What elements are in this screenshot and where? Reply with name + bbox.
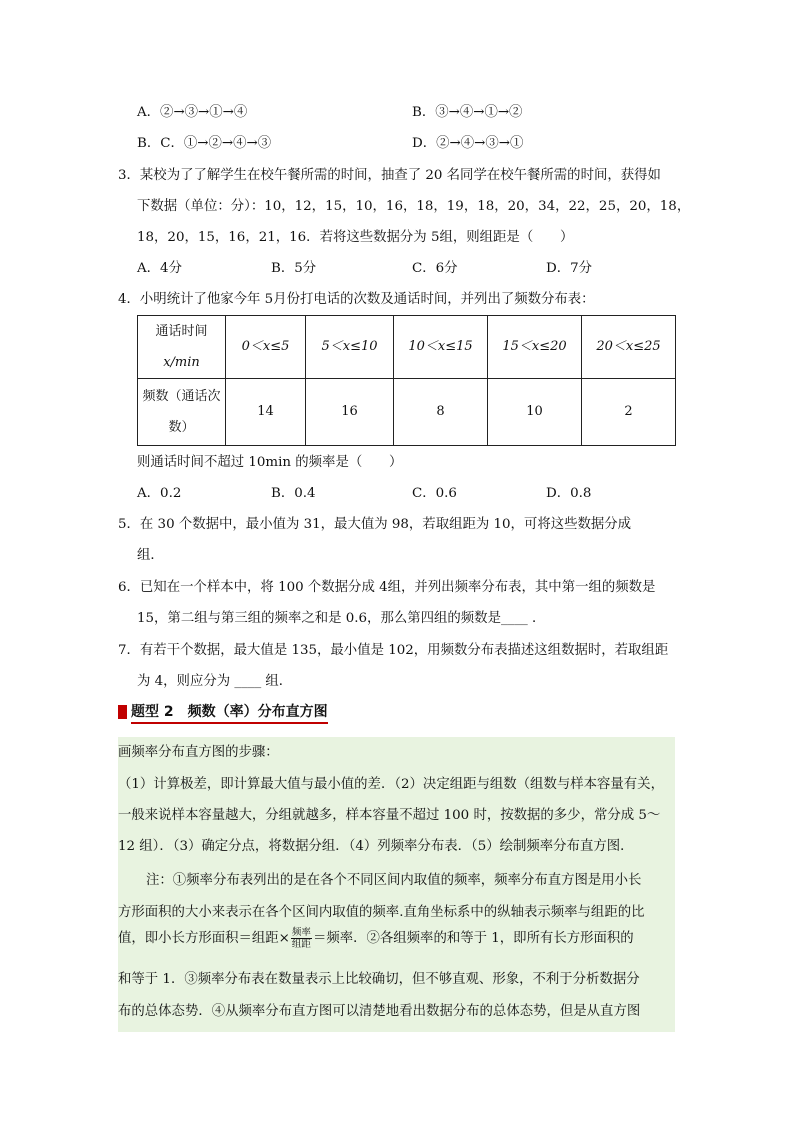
q3-option-b: B．5分 — [271, 261, 317, 276]
table-count: 14 — [226, 379, 306, 446]
table-row-intervals — [138, 316, 676, 379]
q2-option-c: B．C．①→②→④→③ — [137, 136, 272, 151]
note-remark-line-4: 和等于 1．③频率分布表在数量表示上比较确切，但不够直观、形象，不利于分析数据分 — [118, 972, 640, 987]
q3-line-3: 18，20，15，16，21，16．若将这些数据分为 5组，则组距是（ ） — [137, 230, 574, 245]
q4-option-a: A．0.2 — [137, 486, 182, 501]
q3-option-d: D．7分 — [546, 261, 593, 276]
q4-option-b: B．0.4 — [271, 486, 316, 501]
q3-option-c: C．6分 — [412, 261, 458, 276]
q6-line-1: 6．已知在一个样本中，将 100 个数据分成 4组，并列出频率分布表，其中第一组的频数是 — [118, 580, 656, 595]
table-count: 10 — [488, 379, 582, 446]
table-interval: 10＜x≤15 — [394, 316, 488, 379]
table-label-time-line2: x/min — [163, 355, 200, 370]
table-count: 8 — [394, 379, 488, 446]
q3-line-2: 下数据（单位：分）：10，12，15，10，16，18，19，18，20，34，22，25，20，18， — [137, 199, 691, 214]
table-label-count-line2: 数） — [168, 420, 195, 435]
table-count: 2 — [582, 379, 676, 446]
note-step-line-1: （1）计算极差，即计算最大值与最小值的差．（2）决定组距与组数（组数与样本容量有关， — [118, 777, 664, 792]
fraction-denominator: 组距 — [291, 939, 311, 950]
note-remark-line-1: 注：①频率分布表列出的是在各个不同区间内取值的频率，频率分布直方图是用小长 — [146, 873, 642, 888]
q7-line-2: 为 4，则应分为 ____ 组． — [137, 674, 293, 689]
note-remark-line-3-post: ＝频率．②各组频率的和等于 1，即所有长方形面积的 — [312, 931, 634, 946]
q6-line-2: 15，第二组与第三组的频率之和是 0.6，那么第四组的频数是____ ． — [137, 611, 546, 626]
q2-option-b: B．③→④→①→② — [412, 105, 523, 120]
table-label-time — [138, 316, 226, 379]
table-interval: 5＜x≤10 — [306, 316, 394, 379]
q5-line-1: 5．在 30 个数据中，最小值为 31，最大值为 98，若取组距为 10，可将这些数据分成 — [118, 517, 632, 532]
table-interval: 15＜x≤20 — [488, 316, 582, 379]
note-remark-line-2: 方形面积的大小来表示在各个区间内取值的频率.直角坐标系中的纵轴表示频率与组距的比 — [118, 905, 645, 920]
fraction-numerator: 频率 — [291, 927, 311, 938]
q5-line-2: 组． — [137, 548, 164, 563]
q4-option-c: C．0.6 — [412, 486, 457, 501]
table-row-counts — [138, 379, 676, 446]
q4-question: 则通话时间不超过 10min 的频率是（ ） — [137, 455, 403, 470]
table-label-count-line1: 频数（通话次 — [142, 389, 221, 404]
note-heading: 画频率分布直方图的步骤： — [118, 745, 279, 760]
note-remark-line-3 — [118, 926, 634, 952]
q4-option-d: D．0.8 — [546, 486, 592, 501]
section-marker — [118, 705, 127, 719]
table-interval: 20＜x≤25 — [582, 316, 676, 379]
frequency-over-width-fraction — [291, 927, 312, 950]
section-title: 题型 2 频数（率）分布直方图 — [131, 702, 328, 724]
frequency-table — [137, 315, 676, 446]
q3-option-a: A．4分 — [137, 261, 182, 276]
q2-option-a: A．②→③→①→④ — [137, 105, 248, 120]
table-interval: 0＜x≤5 — [226, 316, 306, 379]
note-remark-line-3-pre: 值，即小长方形面积＝组距× — [118, 931, 290, 946]
q4-stem: 4．小明统计了他家今年 5月份打电话的次数及通话时间，并列出了频数分布表： — [118, 292, 595, 307]
table-label-count — [138, 379, 226, 446]
q3-line-1: 3．某校为了了解学生在校午餐所需的时间，抽查了 20 名同学在校午餐所需的时间，获得如 — [118, 168, 661, 183]
table-label-time-line1: 通话时间 — [155, 324, 208, 339]
note-remark-line-5: 布的总体态势．④从频率分布直方图可以清楚地看出数据分布的总体态势，但是从直方图 — [118, 1004, 641, 1019]
note-step-line-2: 一般来说样本容量越大，分组就越多，样本容量不超过 100 时，按数据的多少，常分成 5～ — [118, 808, 661, 823]
table-count: 16 — [306, 379, 394, 446]
note-step-line-3: 12 组）．（3）确定分点，将数据分组．（4）列频率分布表．（5）绘制频率分布直方图． — [118, 839, 634, 854]
q7-line-1: 7．有若干个数据，最大值是 135，最小值是 102，用频数分布表描述这组数据时，若取组距 — [118, 643, 669, 658]
q2-option-d: D．②→④→③→① — [412, 136, 524, 151]
